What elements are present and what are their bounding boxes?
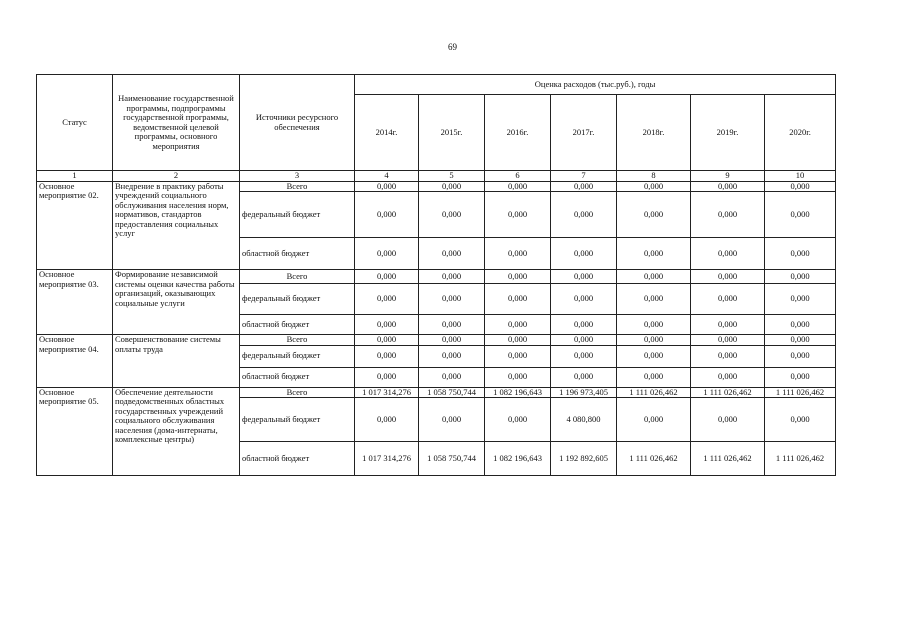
header-year: 2015г. <box>419 95 485 171</box>
status-cell: Основное мероприятие 05. <box>37 387 113 476</box>
value-cell: 0,000 <box>355 398 419 442</box>
source-cell: областной бюджет <box>240 238 355 270</box>
status-cell: Основное мероприятие 02. <box>37 181 113 270</box>
value-cell: 0,000 <box>485 270 551 284</box>
value-cell: 1 111 026,462 <box>617 442 691 476</box>
value-cell: 1 058 750,744 <box>419 387 485 398</box>
table-row <box>37 387 836 398</box>
value-cell: 0,000 <box>419 367 485 387</box>
source-cell: Всего <box>240 335 355 346</box>
value-cell: 0,000 <box>765 398 836 442</box>
value-cell: 0,000 <box>765 192 836 238</box>
value-cell: 0,000 <box>691 238 765 270</box>
header-year: 2018г. <box>617 95 691 171</box>
value-cell: 0,000 <box>419 284 485 315</box>
header-sources: Источники ресурсного обеспечения <box>240 75 355 171</box>
value-cell: 1 111 026,462 <box>765 442 836 476</box>
value-cell: 0,000 <box>691 335 765 346</box>
value-cell: 0,000 <box>617 335 691 346</box>
value-cell: 0,000 <box>765 238 836 270</box>
value-cell: 0,000 <box>691 284 765 315</box>
value-cell: 1 082 196,643 <box>485 442 551 476</box>
column-number: 9 <box>691 171 765 182</box>
value-cell: 0,000 <box>485 284 551 315</box>
value-cell: 0,000 <box>551 345 617 367</box>
column-number: 4 <box>355 171 419 182</box>
value-cell: 0,000 <box>617 270 691 284</box>
value-cell: 0,000 <box>419 335 485 346</box>
column-number: 3 <box>240 171 355 182</box>
value-cell: 0,000 <box>551 335 617 346</box>
name-cell: Внедрение в практику работы учреждений социального обслуживания населения норм, нормативов, стандартов предоставления социальных услуг <box>113 181 240 270</box>
status-cell: Основное мероприятие 04. <box>37 335 113 388</box>
value-cell: 0,000 <box>485 238 551 270</box>
source-cell: федеральный бюджет <box>240 398 355 442</box>
value-cell: 0,000 <box>551 192 617 238</box>
column-number: 6 <box>485 171 551 182</box>
value-cell: 1 192 892,605 <box>551 442 617 476</box>
value-cell: 0,000 <box>485 192 551 238</box>
value-cell: 0,000 <box>355 181 419 192</box>
value-cell: 0,000 <box>355 315 419 335</box>
value-cell: 0,000 <box>691 315 765 335</box>
value-cell: 0,000 <box>765 270 836 284</box>
budget-table <box>36 74 836 476</box>
value-cell: 0,000 <box>691 181 765 192</box>
value-cell: 0,000 <box>355 238 419 270</box>
value-cell: 0,000 <box>419 238 485 270</box>
value-cell: 0,000 <box>419 192 485 238</box>
value-cell: 0,000 <box>765 345 836 367</box>
value-cell: 4 080,800 <box>551 398 617 442</box>
header-name: Наименование государственной программы, подпрограммы государственной программы, ведомственной целевой программы, основного мероприятия <box>113 75 240 171</box>
value-cell: 0,000 <box>355 345 419 367</box>
value-cell: 1 111 026,462 <box>765 387 836 398</box>
value-cell: 0,000 <box>691 270 765 284</box>
value-cell: 0,000 <box>551 284 617 315</box>
value-cell: 0,000 <box>355 367 419 387</box>
value-cell: 0,000 <box>617 398 691 442</box>
page-number: 69 <box>448 42 457 52</box>
source-cell: федеральный бюджет <box>240 192 355 238</box>
value-cell: 1 017 314,276 <box>355 442 419 476</box>
value-cell: 0,000 <box>691 367 765 387</box>
value-cell: 0,000 <box>419 181 485 192</box>
source-cell: областной бюджет <box>240 315 355 335</box>
table-row <box>37 335 836 346</box>
value-cell: 1 017 314,276 <box>355 387 419 398</box>
column-number: 1 <box>37 171 113 182</box>
name-cell: Обеспечение деятельности подведомственных областных государственных учреждений социального обслуживания населения (дома-интернаты, комплексные центры) <box>113 387 240 476</box>
value-cell: 1 082 196,643 <box>485 387 551 398</box>
value-cell: 0,000 <box>355 192 419 238</box>
header-estimate: Оценка расходов (тыс.руб.), годы <box>355 75 836 95</box>
value-cell: 0,000 <box>419 315 485 335</box>
value-cell: 1 111 026,462 <box>691 442 765 476</box>
value-cell: 1 111 026,462 <box>617 387 691 398</box>
status-cell: Основное мероприятие 03. <box>37 270 113 335</box>
source-cell: Всего <box>240 270 355 284</box>
value-cell: 0,000 <box>691 192 765 238</box>
header-year: 2017г. <box>551 95 617 171</box>
value-cell: 0,000 <box>355 270 419 284</box>
value-cell: 0,000 <box>355 335 419 346</box>
source-cell: областной бюджет <box>240 442 355 476</box>
source-cell: Всего <box>240 387 355 398</box>
column-number: 10 <box>765 171 836 182</box>
column-number: 8 <box>617 171 691 182</box>
value-cell: 0,000 <box>551 315 617 335</box>
table-row <box>37 181 836 192</box>
value-cell: 0,000 <box>551 181 617 192</box>
value-cell: 1 196 973,405 <box>551 387 617 398</box>
value-cell: 0,000 <box>617 238 691 270</box>
header-year: 2014г. <box>355 95 419 171</box>
source-cell: областной бюджет <box>240 367 355 387</box>
value-cell: 1 058 750,744 <box>419 442 485 476</box>
value-cell: 0,000 <box>617 315 691 335</box>
name-cell: Совершенствование системы оплаты труда <box>113 335 240 388</box>
value-cell: 0,000 <box>485 335 551 346</box>
value-cell: 0,000 <box>617 284 691 315</box>
value-cell: 0,000 <box>765 315 836 335</box>
value-cell: 0,000 <box>419 345 485 367</box>
value-cell: 0,000 <box>355 284 419 315</box>
value-cell: 0,000 <box>419 270 485 284</box>
column-number: 2 <box>113 171 240 182</box>
column-number: 5 <box>419 171 485 182</box>
value-cell: 0,000 <box>419 398 485 442</box>
value-cell: 0,000 <box>617 181 691 192</box>
value-cell: 0,000 <box>617 192 691 238</box>
value-cell: 1 111 026,462 <box>691 387 765 398</box>
value-cell: 0,000 <box>765 335 836 346</box>
value-cell: 0,000 <box>765 284 836 315</box>
value-cell: 0,000 <box>765 367 836 387</box>
value-cell: 0,000 <box>485 315 551 335</box>
column-number: 7 <box>551 171 617 182</box>
value-cell: 0,000 <box>485 398 551 442</box>
value-cell: 0,000 <box>551 270 617 284</box>
header-status: Статус <box>37 75 113 171</box>
header-year: 2020г. <box>765 95 836 171</box>
value-cell: 0,000 <box>485 181 551 192</box>
value-cell: 0,000 <box>765 181 836 192</box>
source-cell: федеральный бюджет <box>240 284 355 315</box>
table-row <box>37 270 836 284</box>
value-cell: 0,000 <box>485 345 551 367</box>
value-cell: 0,000 <box>617 367 691 387</box>
value-cell: 0,000 <box>691 398 765 442</box>
value-cell: 0,000 <box>691 345 765 367</box>
name-cell: Формирование независимой системы оценки качества работы организаций, оказывающих социальные услуги <box>113 270 240 335</box>
value-cell: 0,000 <box>617 345 691 367</box>
value-cell: 0,000 <box>485 367 551 387</box>
value-cell: 0,000 <box>551 367 617 387</box>
value-cell: 0,000 <box>551 238 617 270</box>
source-cell: Всего <box>240 181 355 192</box>
header-year: 2019г. <box>691 95 765 171</box>
header-year: 2016г. <box>485 95 551 171</box>
source-cell: федеральный бюджет <box>240 345 355 367</box>
